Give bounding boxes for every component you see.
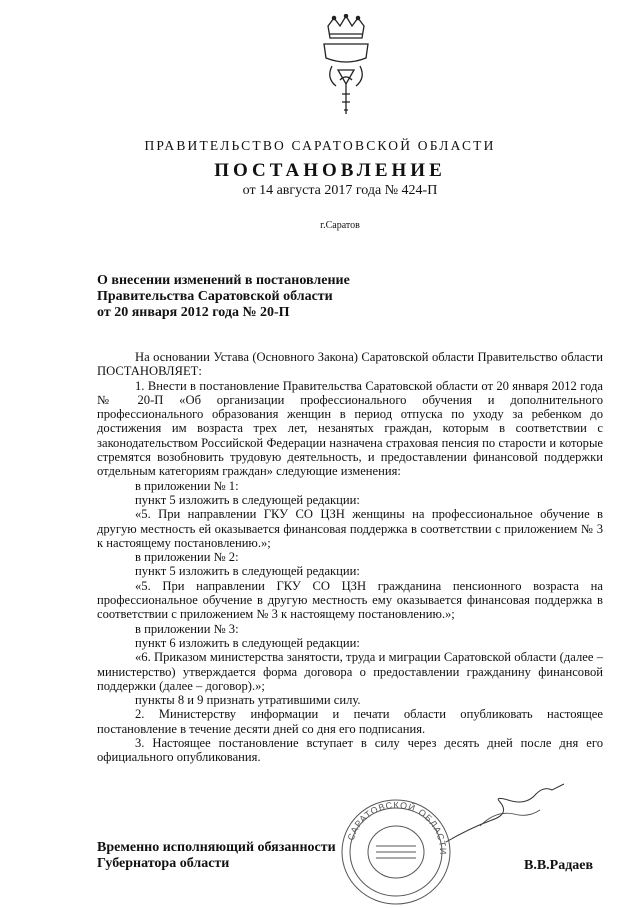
body-paragraph: На основании Устава (Основного Закона) Саратовской области Правительство области ПОСТАНОВЛЯЕТ:: [97, 350, 603, 379]
document-type: ПОСТАНОВЛЕНИЕ: [214, 160, 446, 181]
body-paragraph: «5. При направлении ГКУ СО ЦЗН женщины на профессиональное обучение в другую местность ей оказывается финансовая поддержка в соответствии с приложением № 3 к настоящему постановлению.»;: [97, 507, 603, 550]
body-paragraph: «5. При направлении ГКУ СО ЦЗН гражданина пенсионного возраста на профессиональное обучение в другую местность ему оказывается финансовая поддержка в соответствии с приложением № 3 к настоящему постановлению.»;: [97, 578, 603, 622]
svg-text:САРАТОВСКОЙ ОБЛАСТИ: [346, 800, 448, 855]
document-body: [97, 350, 603, 765]
saratov-coat-of-arms-icon: [318, 14, 374, 118]
stamp-text: САРАТОВСКОЙ ОБЛАСТИ: [345, 799, 449, 856]
body-paragraph: 3. Настоящее постановление вступает в силу через десять дней после дня его официального опубликования.: [97, 736, 603, 765]
position-line: Временно исполняющий обязанности: [97, 840, 336, 855]
document-date-number: от 14 августа 2017 года № 424-П: [242, 183, 438, 198]
subject-line: О внесении изменений в постановление: [97, 273, 350, 288]
body-paragraph: в приложении № 3:: [135, 621, 239, 636]
official-seal-stamp-icon: [338, 796, 454, 908]
handwritten-signature-icon: [440, 780, 570, 850]
body-paragraph: пункт 5 изложить в следующей редакции:: [135, 564, 360, 579]
subject-line: от 20 января 2012 года № 20-П: [97, 305, 290, 320]
subject-line: Правительства Саратовской области: [97, 289, 333, 304]
body-paragraph: пункт 5 изложить в следующей редакции:: [135, 492, 360, 507]
body-paragraph: 2. Министерству информации и печати области опубликовать настоящее постановление в течение десяти дней со дня его подписания.: [97, 707, 603, 736]
body-paragraph: пункты 8 и 9 признать утратившими силу.: [135, 693, 361, 708]
government-name: ПРАВИТЕЛЬСТВО САРАТОВСКОЙ ОБЛАСТИ: [144, 138, 496, 153]
position-line: Губернатора области: [97, 856, 230, 871]
body-paragraph: в приложении № 1:: [135, 478, 239, 493]
document-city: г.Саратов: [320, 220, 360, 231]
document-subject: [97, 273, 350, 321]
body-paragraph: 1. Внести в постановление Правительства Саратовской области от 20 января 2012 года № 20-П «Об организации профессионального обучения и дополнительного профессионального образования женщин в период отпуска по уходу за ребенком до достижения им возраста трех лет, незанятых граждан, которым в соответствии с законодательством Российской Федерации назначена страховая пенсия по старости и которые стремятся возобновить трудовую деятельность, и предоставлении финансовой поддержки отдельным категориям граждан» следующие изменения:: [97, 378, 603, 479]
body-paragraph: пункт 6 изложить в следующей редакции:: [135, 635, 360, 650]
signatory-name: В.В.Радаев: [524, 858, 594, 873]
signatory-position: [97, 840, 336, 872]
body-paragraph: в приложении № 2:: [135, 550, 239, 565]
body-paragraph: «6. Приказом министерства занятости, труда и миграции Саратовской области (далее – министерство) утверждается форма договора о предоставлении гражданину финансовой поддержки (далее – договор).»;: [97, 650, 603, 693]
